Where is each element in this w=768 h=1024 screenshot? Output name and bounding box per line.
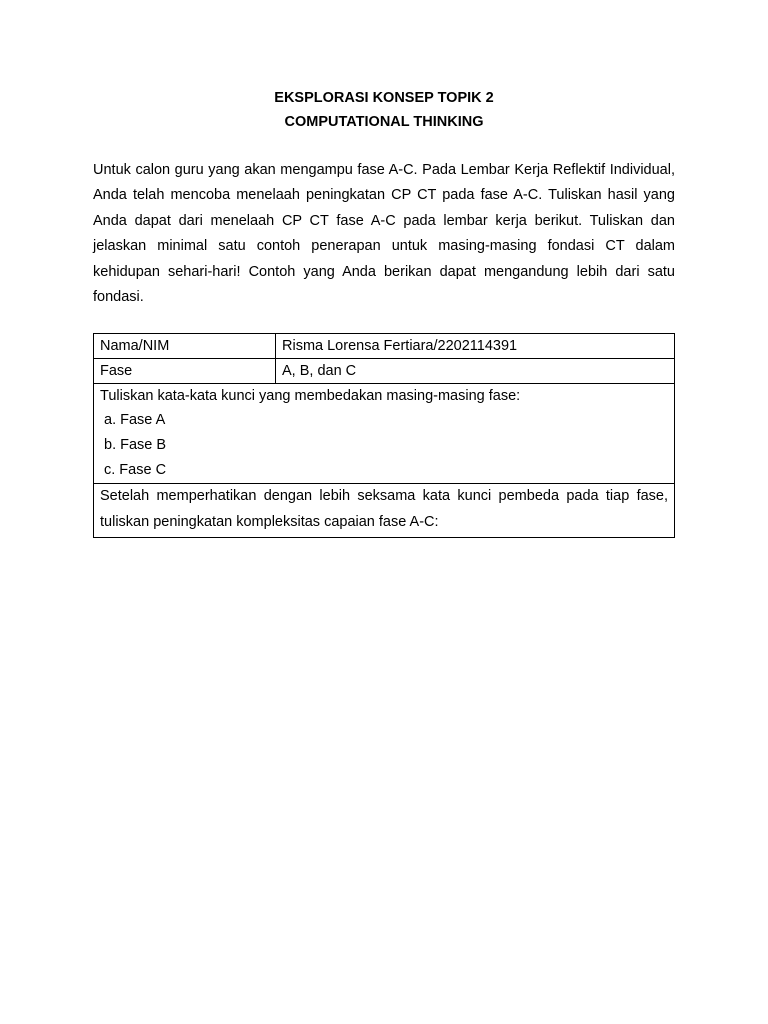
list-item-phase-a: a. Fase A bbox=[104, 412, 166, 429]
phase-value[interactable]: A, B, dan C bbox=[276, 359, 675, 384]
list-item-phase-b: b. Fase B bbox=[104, 437, 167, 454]
keywords-prompt: Tuliskan kata-kata kunci yang membedakan masing-masing fase: bbox=[100, 388, 521, 405]
keywords-cell[interactable] bbox=[94, 384, 675, 484]
table-row-phase bbox=[94, 359, 675, 384]
name-value[interactable]: Risma Lorensa Fertiara/2202114391 bbox=[276, 334, 675, 359]
document-title-line-2: COMPUTATIONAL THINKING bbox=[284, 114, 484, 130]
complexity-answer-space bbox=[100, 535, 668, 537]
document-page bbox=[93, 86, 675, 538]
table-row-complexity bbox=[94, 484, 675, 538]
complexity-cell[interactable] bbox=[94, 484, 675, 538]
table-row-keywords bbox=[94, 384, 675, 484]
document-title-line-1: EKSPLORASI KONSEP TOPIK 2 bbox=[274, 90, 494, 106]
worksheet-table bbox=[93, 333, 675, 538]
phase-label: Fase bbox=[94, 359, 276, 384]
list-item-phase-c: c. Fase C bbox=[104, 462, 167, 479]
table-row-name bbox=[94, 334, 675, 359]
complexity-prompt: Setelah memperhatikan dengan lebih seksama kata kunci pembeda pada tiap fase, tuliskan peningkatan kompleksitas capaian fase A-C: bbox=[100, 488, 668, 530]
name-label: Nama/NIM bbox=[94, 334, 276, 359]
instructions-paragraph: Untuk calon guru yang akan mengampu fase A-C. Pada Lembar Kerja Reflektif Individual, Anda telah mencoba menelaah peningkatan CP CT pada fase A-C. Tuliskan hasil yang Anda dapat dari menelaah CP CT fase A-C pada lembar kerja berikut. Tuliskan dan jelaskan minimal satu contoh penerapan untuk masing-masing fondasi CT dalam kehidupan sehari-hari! Contoh yang Anda berikan dapat mengandung lebih dari satu fondasi. bbox=[93, 162, 675, 306]
